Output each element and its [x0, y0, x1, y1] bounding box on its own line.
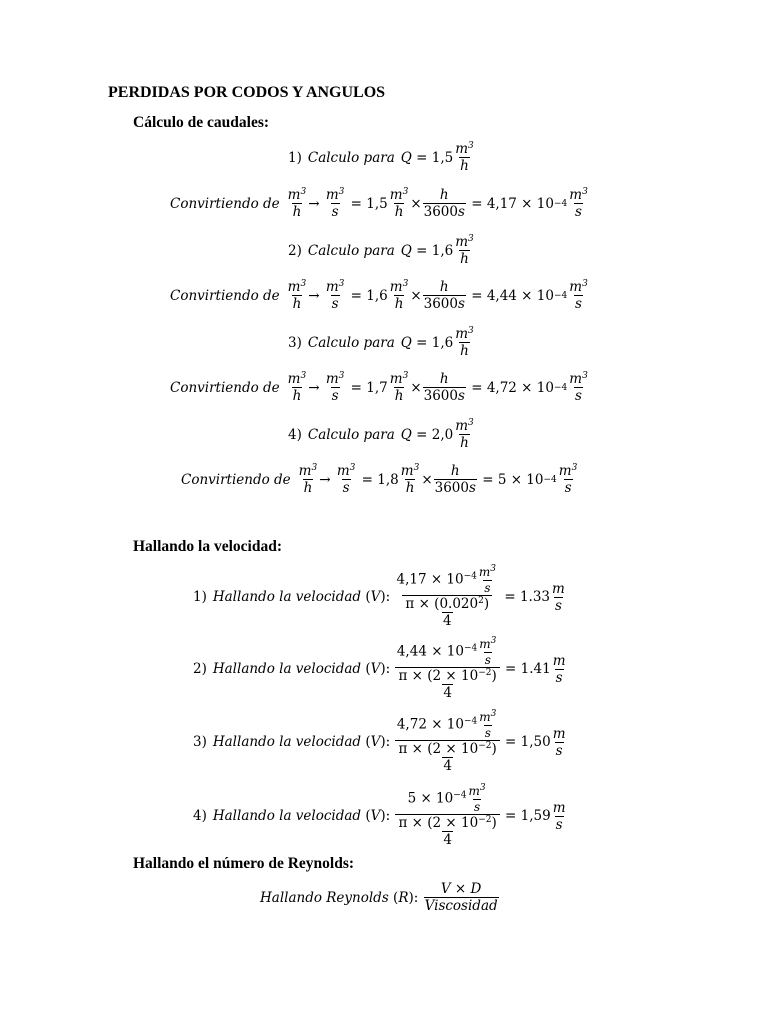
conversion-1-equation: Convirtiendo de $\frac{m^3}{h}$ → $\frac{m^3}{s}$ = 1,5 $\frac{m^3}{h}$ × $\frac{h}{3600s}$ = 4,17 × 10 −4 $\frac{m^3}{s}$ [170, 187, 588, 221]
section-heading-velocidad: Hallando la velocidad: [133, 538, 282, 555]
caudal-2-equation: 2) Calculo para Q = 1,6 $\frac{m^3}{h}$ [288, 234, 474, 268]
caudal-1-equation: 1) Calculo para Q = 1,5 $\frac{m^3}{h}$ [288, 141, 474, 175]
conversion-4-equation: Convirtiendo de $\frac{m^3}{h}$ → $\frac{m^3}{s}$ = 1,8 $\frac{m^3}{h}$ × $\frac{h}{3600s}$ = 5 × 10 −4 $\frac{m^3}{s}$ [181, 463, 578, 497]
velocidad-4-equation: 4) Hallando la velocidad ( V ): $5 \times 10^{-4}$ $\frac{m^3}{s}$ $\frac{\pi \times (2 \times 10^{-2})}{4}$ = 1,59 $\frac{m}{s}$ [193, 783, 566, 849]
conversion-3-equation: Convirtiendo de $\frac{m^3}{h}$ → $\frac{m^3}{s}$ = 1,7 $\frac{m^3}{h}$ × $\frac{h}{3600s}$ = 4,72 × 10 −4 $\frac{m^3}{s}$ [170, 371, 588, 405]
section-heading-caudales: Cálculo de caudales: [133, 114, 270, 131]
conversion-2-equation: Convirtiendo de $\frac{m^3}{h}$ → $\frac{m^3}{s}$ = 1,6 $\frac{m^3}{h}$ × $\frac{h}{3600s}$ = 4,44 × 10 −4 $\frac{m^3}{s}$ [170, 279, 588, 313]
velocidad-2-equation: 2) Hallando la velocidad ( V ): $4,44 \times 10^{-4}$ $\frac{m^3}{s}$ $\frac{\pi \times (2 \times 10^{-2})}{4}$ = 1.41 $\frac{m}{s}$ [193, 636, 566, 702]
reynolds-equation: Hallando Reynolds ( R ): $\frac{V \times D}{\text{Viscosidad}}$ [260, 881, 498, 915]
velocidad-1-equation: 1) Hallando la velocidad ( V ): $4,17 \times 10^{-4}$ $\frac{m^3}{s}$ $\frac{\pi \times (0.020^2)}{4}$ = 1.33 $\frac{m}{s}$ [193, 564, 565, 630]
section-heading-reynolds: Hallando el número de Reynolds: [133, 855, 355, 872]
caudal-4-equation: 4) Calculo para Q = 2,0 $\frac{m^3}{h}$ [288, 418, 474, 452]
document-title: PERDIDAS POR CODOS Y ANGULOS [108, 84, 386, 101]
caudal-3-equation: 3) Calculo para Q = 1,6 $\frac{m^3}{h}$ [288, 326, 474, 360]
velocidad-3-equation: 3) Hallando la velocidad ( V ): $4,72 \times 10^{-4}$ $\frac{m^3}{s}$ $\frac{\pi \times (2 \times 10^{-2})}{4}$ = 1,50 $\frac{m}{s}$ [193, 709, 566, 775]
